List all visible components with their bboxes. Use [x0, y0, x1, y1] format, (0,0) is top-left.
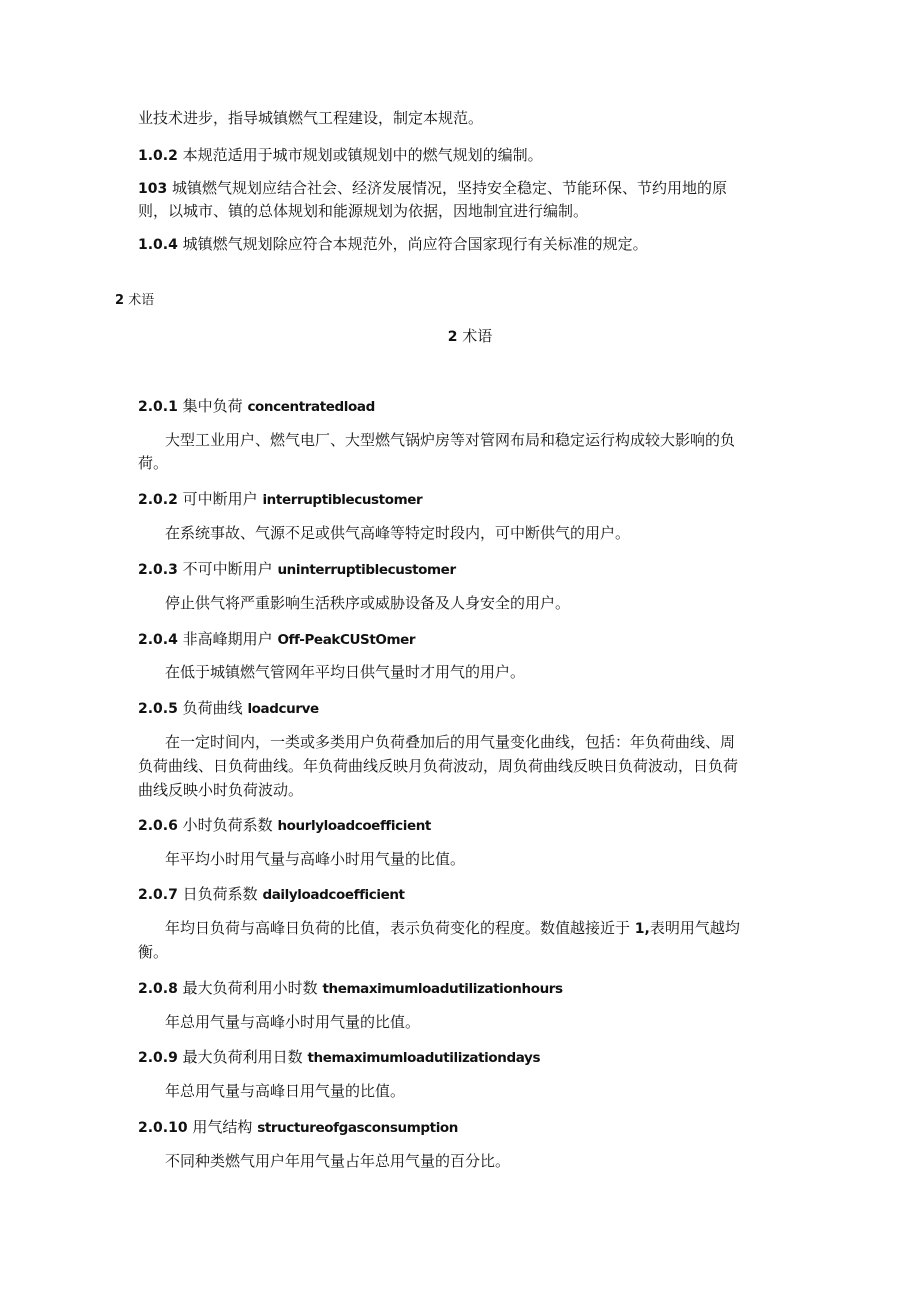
term-heading — [138, 488, 818, 511]
definition-text: 年平均小时用气量与高峰小时用气量的比值。 — [165, 850, 466, 868]
term-heading — [138, 558, 818, 581]
term-definition-cont — [138, 779, 818, 801]
term-en: uninterruptiblecustomer — [277, 562, 456, 578]
term-zh: 最大负荷利用小时数 — [182, 979, 318, 997]
clause-103 — [138, 177, 818, 200]
term-en: hourlyloadcoefficient — [277, 818, 431, 834]
term-heading — [138, 395, 818, 418]
definition-text: 在低于城镇燃气管网年平均日供气量时才用气的用户。 — [165, 663, 526, 681]
term-en: dailyloadcoefficient — [262, 887, 405, 903]
term-definition — [165, 1080, 820, 1102]
term-zh: 日负荷系数 — [182, 885, 258, 903]
term-definition — [165, 1011, 820, 1033]
term-number: 2.0.4 — [138, 632, 178, 648]
term-zh: 集中负荷 — [182, 397, 243, 415]
definition-text: 年总用气量与高峰日用气量的比值。 — [165, 1082, 406, 1100]
definition-text: 荷。 — [138, 454, 169, 472]
term-heading — [138, 814, 818, 837]
chapter-outline-heading — [115, 291, 154, 311]
definition-number: 1, — [634, 921, 650, 937]
term-definition-cont — [138, 452, 818, 474]
term-en: Off-PeakCUStOmer — [277, 632, 416, 648]
term-number: 2.0.6 — [138, 818, 178, 834]
definition-text: 在一定时间内，一类或多类用户负荷叠加后的用气量变化曲线，包括：年负荷曲线、周 — [165, 733, 736, 751]
term-definition-cont — [138, 941, 818, 963]
term-en: concentratedload — [247, 399, 375, 415]
term-definition — [165, 1150, 820, 1172]
definition-text: 大型工业用户、燃气电厂、大型燃气锅炉房等对管网布局和稳定运行构成较大影响的负 — [165, 431, 736, 449]
clause-1-0-2 — [138, 144, 818, 167]
term-en: structureofgasconsumption — [257, 1120, 459, 1136]
clause-text: 则，以城市、镇的总体规划和能源规划为依据，因地制宜进行编制。 — [138, 202, 589, 220]
term-zh: 负荷曲线 — [182, 699, 243, 717]
term-zh: 用气结构 — [192, 1118, 253, 1136]
term-definition — [165, 429, 820, 451]
term-number: 2.0.9 — [138, 1050, 178, 1066]
chapter-title: 术语 — [462, 327, 493, 345]
term-definition — [165, 731, 820, 753]
definition-text: 年总用气量与高峰小时用气量的比值。 — [165, 1013, 421, 1031]
clause-number: 103 — [138, 181, 168, 197]
chapter-heading — [0, 325, 920, 348]
definition-text: 停止供气将严重影响生活秩序或威胁设备及人身安全的用户。 — [165, 594, 571, 612]
term-heading — [138, 883, 818, 906]
term-heading — [138, 1116, 818, 1139]
clause-number: 1.0.4 — [138, 237, 178, 253]
term-en: interruptiblecustomer — [262, 492, 423, 508]
term-zh: 小时负荷系数 — [182, 816, 273, 834]
definition-text: 不同种类燃气用户年用气量占年总用气量的百分比。 — [165, 1152, 511, 1170]
definition-text: 表明用气越均 — [649, 919, 740, 937]
term-number: 2.0.8 — [138, 981, 178, 997]
clause-103-line2 — [138, 200, 818, 222]
term-heading — [138, 1046, 818, 1069]
term-en: loadcurve — [247, 701, 319, 717]
term-definition — [165, 522, 820, 544]
term-definition — [165, 592, 820, 614]
chapter-title: 术语 — [128, 293, 155, 308]
term-definition — [165, 917, 820, 940]
intro-continuation-line — [138, 107, 818, 129]
term-number: 2.0.1 — [138, 399, 178, 415]
clause-number: 1.0.2 — [138, 148, 178, 164]
definition-text: 负荷曲线、日负荷曲线。年负荷曲线反映月负荷波动，周负荷曲线反映日负荷波动，日负荷 — [138, 757, 739, 775]
chapter-number: 2 — [447, 329, 458, 345]
definition-text: 曲线反映小时负荷波动。 — [138, 781, 304, 799]
definition-text: 衡。 — [138, 943, 169, 961]
clause-text: 城镇燃气规划除应符合本规范外，尚应符合国家现行有关标准的规定。 — [182, 235, 648, 253]
term-heading — [138, 628, 818, 651]
term-number: 2.0.10 — [138, 1120, 188, 1136]
term-definition — [165, 661, 820, 683]
term-number: 2.0.2 — [138, 492, 178, 508]
term-heading — [138, 697, 818, 720]
term-heading — [138, 977, 818, 1000]
term-en: themaximumloadutilizationhours — [322, 981, 563, 997]
term-zh: 可中断用户 — [182, 490, 258, 508]
definition-text: 在系统事故、气源不足或供气高峰等特定时段内，可中断供气的用户。 — [165, 524, 631, 542]
term-en: themaximumloadutilizationdays — [307, 1050, 541, 1066]
clause-text: 城镇燃气规划应结合社会、经济发展情况，坚持安全稳定、节能环保、节约用地的原 — [172, 179, 728, 197]
term-number: 2.0.3 — [138, 562, 178, 578]
clause-1-0-4 — [138, 233, 818, 256]
term-definition-cont — [138, 755, 818, 777]
term-zh: 最大负荷利用日数 — [182, 1048, 303, 1066]
term-number: 2.0.7 — [138, 887, 178, 903]
definition-text: 年均日负荷与高峰日负荷的比值，表示负荷变化的程度。数值越接近于 — [165, 919, 631, 937]
term-zh: 不可中断用户 — [182, 560, 273, 578]
term-number: 2.0.5 — [138, 701, 178, 717]
chapter-number: 2 — [115, 293, 125, 308]
clause-text: 本规范适用于城市规划或镇规划中的燃气规划的编制。 — [182, 146, 543, 164]
term-zh: 非高峰期用户 — [182, 630, 273, 648]
term-definition — [165, 848, 820, 870]
text: 业技术进步，指导城镇燃气工程建设，制定本规范。 — [138, 109, 484, 127]
